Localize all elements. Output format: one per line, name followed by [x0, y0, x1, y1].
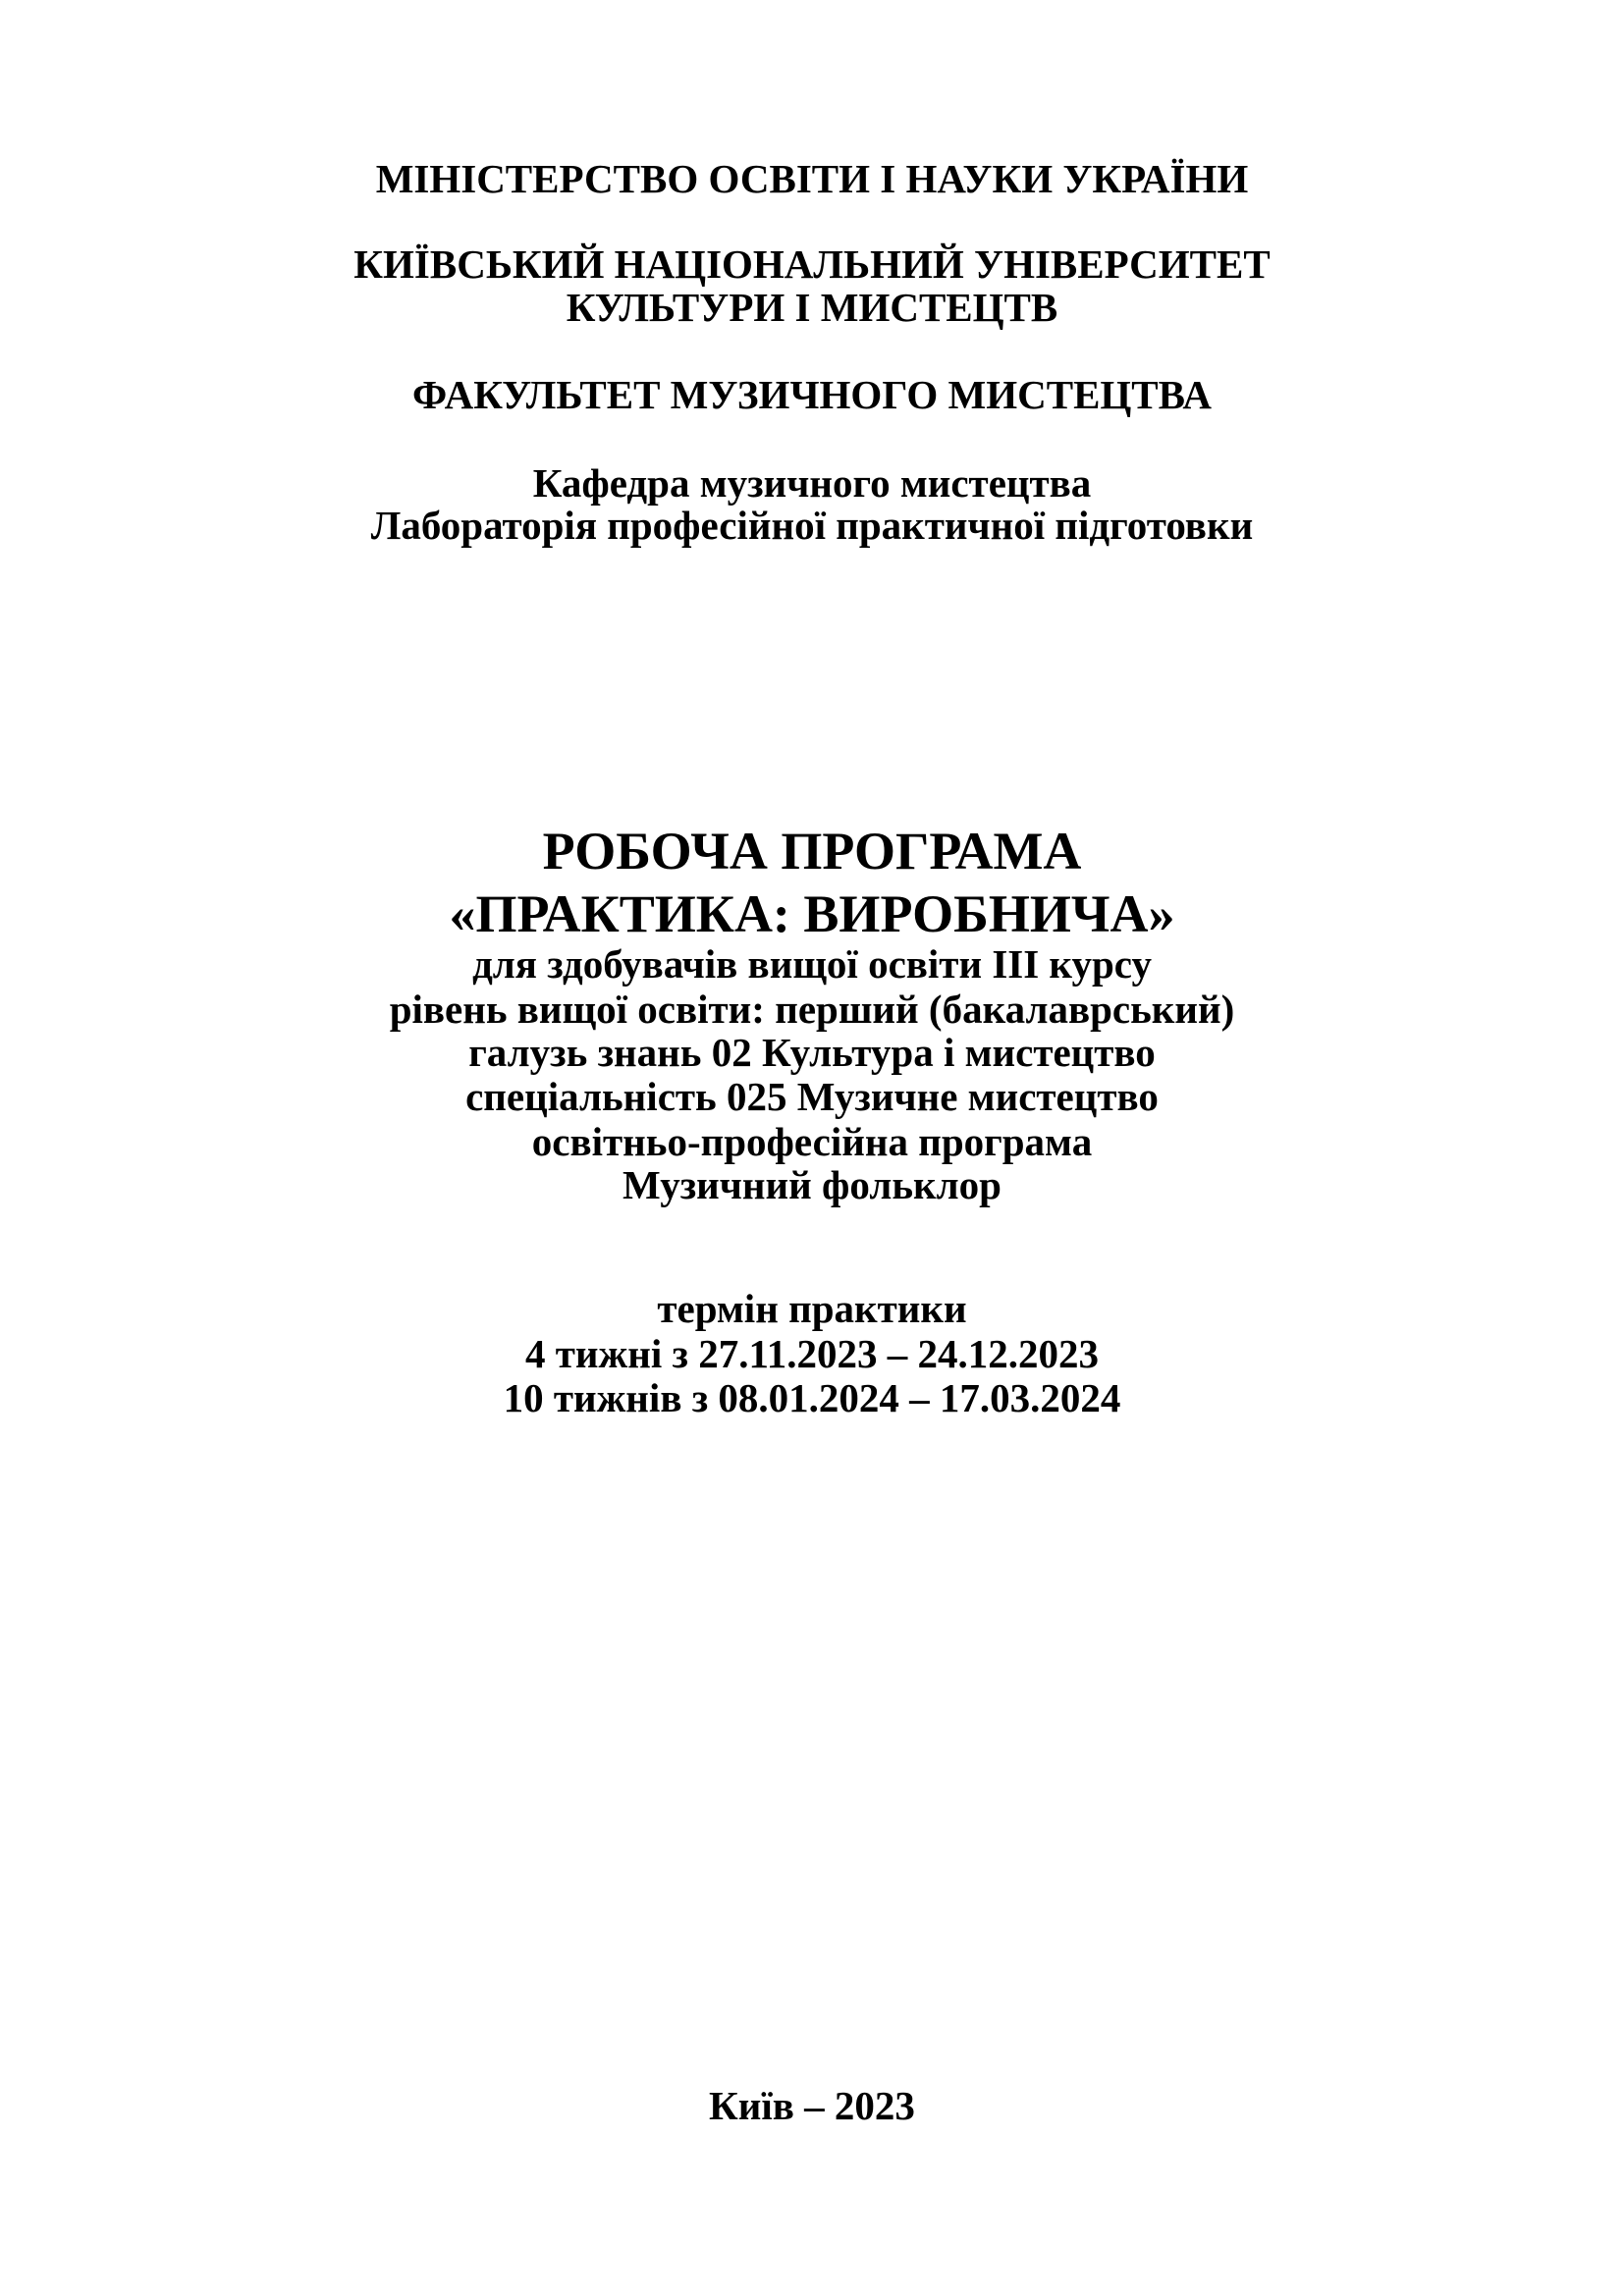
detail-education-level: рівень вищої освіти: перший (бакалаврський) [389, 987, 1235, 1032]
place-and-year: Київ – 2023 [709, 2083, 915, 2128]
practice-period-2: 10 тижнів з 08.01.2024 – 17.03.2024 [503, 1375, 1121, 1420]
detail-specialty: спеціальність 025 Музичне мистецтво [465, 1074, 1159, 1119]
document-title-line2: «ПРАКТИКА: ВИРОБНИЧА» [449, 884, 1175, 943]
department-name: Кафедра музичного мистецтва [532, 460, 1092, 506]
document-title-line1: РОБОЧА ПРОГРАМА [542, 822, 1082, 881]
practice-term-label: термін практики [657, 1286, 967, 1331]
detail-field-of-knowledge: галузь знань 02 Культура і мистецтво [468, 1030, 1156, 1075]
laboratory-name: Лабораторія професійної практичної підготовки [370, 503, 1254, 548]
detail-program-name: Музичний фольклор [623, 1162, 1001, 1207]
detail-program-type: освітньо-професійна програма [531, 1119, 1093, 1164]
detail-audience: для здобувачів вищої освіти ІІІ курсу [472, 941, 1152, 987]
university-heading-line2: КУЛЬТУРИ І МИСТЕЦТВ [566, 285, 1058, 330]
ministry-heading: МІНІСТЕРСТВО ОСВІТИ І НАУКИ УКРАЇНИ [375, 156, 1249, 201]
university-heading-line1: КИЇВСЬКИЙ НАЦІОНАЛЬНИЙ УНІВЕРСИТЕТ [353, 241, 1271, 287]
faculty-heading: ФАКУЛЬТЕТ МУЗИЧНОГО МИСТЕЦТВА [411, 372, 1213, 417]
practice-period-1: 4 тижні з 27.11.2023 – 24.12.2023 [525, 1331, 1099, 1376]
